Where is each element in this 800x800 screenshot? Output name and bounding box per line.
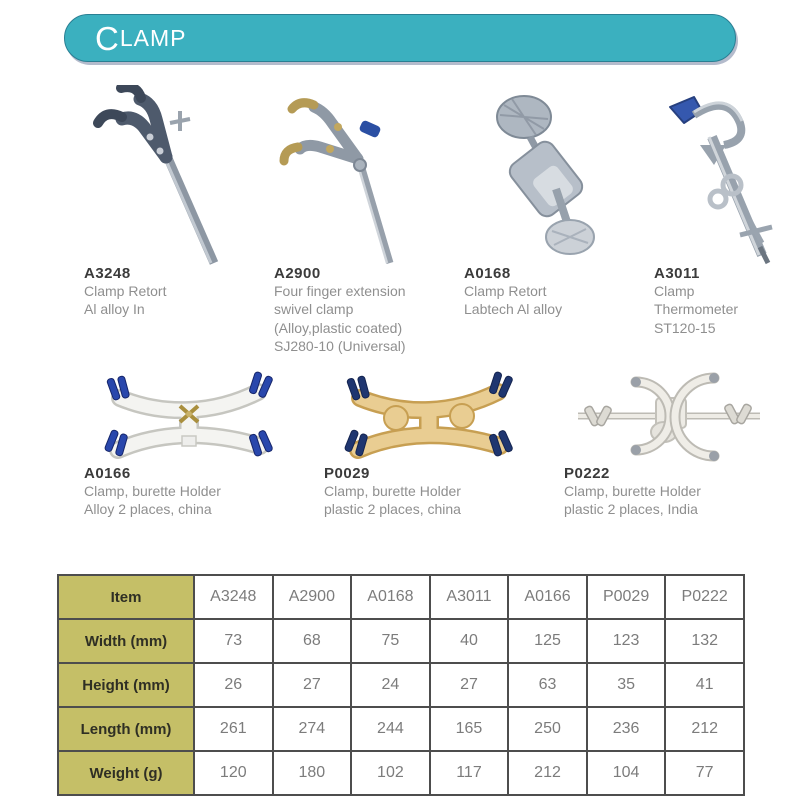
table-cell: 40 xyxy=(430,619,509,663)
product-card-a3011 xyxy=(630,85,800,356)
table-cell: 165 xyxy=(430,707,509,751)
table-cell: 27 xyxy=(430,663,509,707)
product-card-p0029 xyxy=(300,368,540,519)
table-cell: 41 xyxy=(665,663,744,707)
banner-title-rest: LAMP xyxy=(119,24,187,51)
table-cell: 244 xyxy=(351,707,430,751)
table-cell: 104 xyxy=(587,751,666,795)
table-cell: 274 xyxy=(273,707,352,751)
product-description: Clamp Retort Labtech Al alloy xyxy=(464,283,563,318)
table-cell: 250 xyxy=(508,707,587,751)
product-code: A3248 xyxy=(84,265,131,282)
table-cell: 132 xyxy=(665,619,744,663)
table-row-height xyxy=(58,663,744,707)
table-cell: 125 xyxy=(508,619,587,663)
product-code: A0166 xyxy=(84,465,131,482)
burette-holder-india-image xyxy=(564,368,774,465)
table-cell: 120 xyxy=(194,751,273,795)
table-header-code: P0222 xyxy=(665,575,744,619)
table-cell: 117 xyxy=(430,751,509,795)
row-label: Weight (g) xyxy=(58,751,194,795)
table-row-weight xyxy=(58,751,744,795)
retort-clamp-image xyxy=(84,85,244,265)
table-cell: 24 xyxy=(351,663,430,707)
table-cell: 102 xyxy=(351,751,430,795)
table-header-code: P0029 xyxy=(587,575,666,619)
four-finger-clamp-image xyxy=(274,85,434,265)
table-cell: 77 xyxy=(665,751,744,795)
product-card-a3248 xyxy=(60,85,250,356)
table-cell: 63 xyxy=(508,663,587,707)
row-label: Width (mm) xyxy=(58,619,194,663)
table-header-row xyxy=(58,575,744,619)
table-cell: 212 xyxy=(508,751,587,795)
row-label: Height (mm) xyxy=(58,663,194,707)
table-cell: 75 xyxy=(351,619,430,663)
product-card-p0222 xyxy=(540,368,780,519)
product-row-2 xyxy=(60,368,740,519)
table-cell: 27 xyxy=(273,663,352,707)
table-cell: 123 xyxy=(587,619,666,663)
table-header-code: A0168 xyxy=(351,575,430,619)
table-cell: 236 xyxy=(587,707,666,751)
table-row-width xyxy=(58,619,744,663)
product-card-a2900 xyxy=(250,85,440,356)
table-header-code: A0166 xyxy=(508,575,587,619)
burette-holder-plastic-image xyxy=(324,368,534,465)
bosshead-clamp-image xyxy=(464,85,624,265)
product-code: P0222 xyxy=(564,465,610,482)
table-header-code: A3011 xyxy=(430,575,509,619)
table-cell: 212 xyxy=(665,707,744,751)
product-description: Clamp Thermometer ST120-15 xyxy=(654,283,739,336)
product-card-a0166 xyxy=(60,368,300,519)
product-code: A2900 xyxy=(274,265,321,282)
banner-title-initial: C xyxy=(95,19,120,57)
table-cell: 35 xyxy=(587,663,666,707)
product-code: A0168 xyxy=(464,265,511,282)
product-description: Clamp, burette Holder plastic 2 places, India xyxy=(564,483,701,518)
product-card-a0168 xyxy=(440,85,630,356)
table-header-code: A2900 xyxy=(273,575,352,619)
product-code: P0029 xyxy=(324,465,370,482)
row-label: Length (mm) xyxy=(58,707,194,751)
table-header-code: A3248 xyxy=(194,575,273,619)
spec-table xyxy=(57,574,745,796)
burette-holder-alloy-image xyxy=(84,368,294,465)
table-row-length xyxy=(58,707,744,751)
section-banner xyxy=(64,14,736,62)
product-description: Clamp Retort Al alloy In xyxy=(84,283,167,318)
thermometer-clamp-image xyxy=(654,85,800,265)
table-cell: 73 xyxy=(194,619,273,663)
product-description: Clamp, burette Holder Alloy 2 places, china xyxy=(84,483,221,518)
table-cell: 26 xyxy=(194,663,273,707)
product-description: Four finger extension swivel clamp (Alloy,plastic coated) SJ280-10 (Universal) xyxy=(274,283,406,355)
product-row-1 xyxy=(60,85,740,356)
table-header-item: Item xyxy=(58,575,194,619)
table-cell: 261 xyxy=(194,707,273,751)
product-description: Clamp, burette Holder plastic 2 places, china xyxy=(324,483,461,518)
table-cell: 68 xyxy=(273,619,352,663)
table-cell: 180 xyxy=(273,751,352,795)
product-code: A3011 xyxy=(654,265,700,282)
